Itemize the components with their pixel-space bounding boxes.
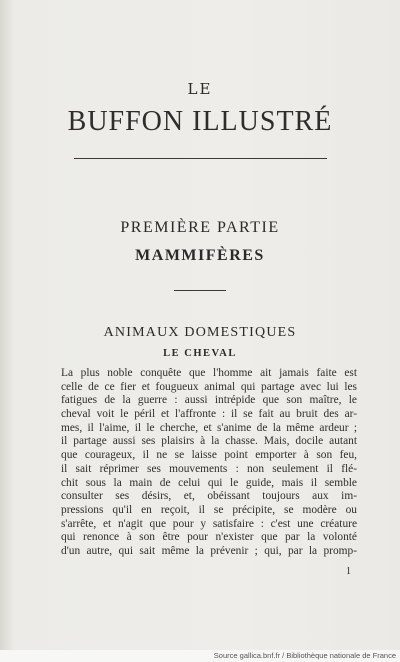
body-line: fatigues de la guerre : aussi intrépide que son maître, le [61, 394, 357, 407]
body-line: mes, il l'aime, il le cherche, et s'anime de la même ardeur ; [61, 421, 357, 434]
body-line: consulter ses désirs, et, obéissant toujours aux im- [61, 490, 357, 503]
body-line: chit sous la main de celui qui le guide, mais il semble [61, 476, 357, 489]
body-line: s'arrête, et n'agit que pour y satisfaire : c'est une créature [61, 517, 357, 530]
part-subtitle: MAMMIFÈRES [135, 247, 265, 264]
body-line: qui renonce à son être pour n'exister que par la volonté [61, 531, 357, 544]
part-title: PREMIÈRE PARTIE [120, 219, 280, 236]
section-title: ANIMAUX DOMESTIQUES [103, 325, 297, 340]
body-paragraph [61, 367, 357, 559]
body-line: il sait réprimer ses mouvements : non seulement il flé- [61, 462, 357, 475]
book-title: BUFFON ILLUSTRÉ [67, 106, 333, 137]
pre-title: LE [187, 80, 213, 98]
body-line: La plus noble conquête que l'homme ait jamais faite est [61, 367, 357, 379]
body-line: cheval voit le péril et l'affronte : il se fait au bruit des ar- [61, 408, 357, 421]
source-credit: Source gallica.bnf.fr / Bibliothèque nationale de France [213, 651, 396, 660]
title-divider [74, 158, 327, 159]
section-subtitle: LE CHEVAL [163, 348, 237, 359]
body-line: pressions qu'il en reçoit, il se précipite, se modère ou [61, 503, 357, 516]
body-line: d'un autre, qui sait même la prévenir ; qui, par la promp- [61, 544, 357, 557]
body-line: celle de ce fier et fougueux animal qui partage avec lui les [61, 380, 357, 393]
part-divider [174, 290, 226, 291]
body-line: que courageux, il ne se laisse point emporter à son feu, [61, 449, 357, 462]
source-footer [0, 650, 400, 662]
page-number: 1 [346, 566, 351, 577]
body-line: il partage aussi ses plaisirs à la chasse. Mais, docile autant [61, 435, 357, 448]
